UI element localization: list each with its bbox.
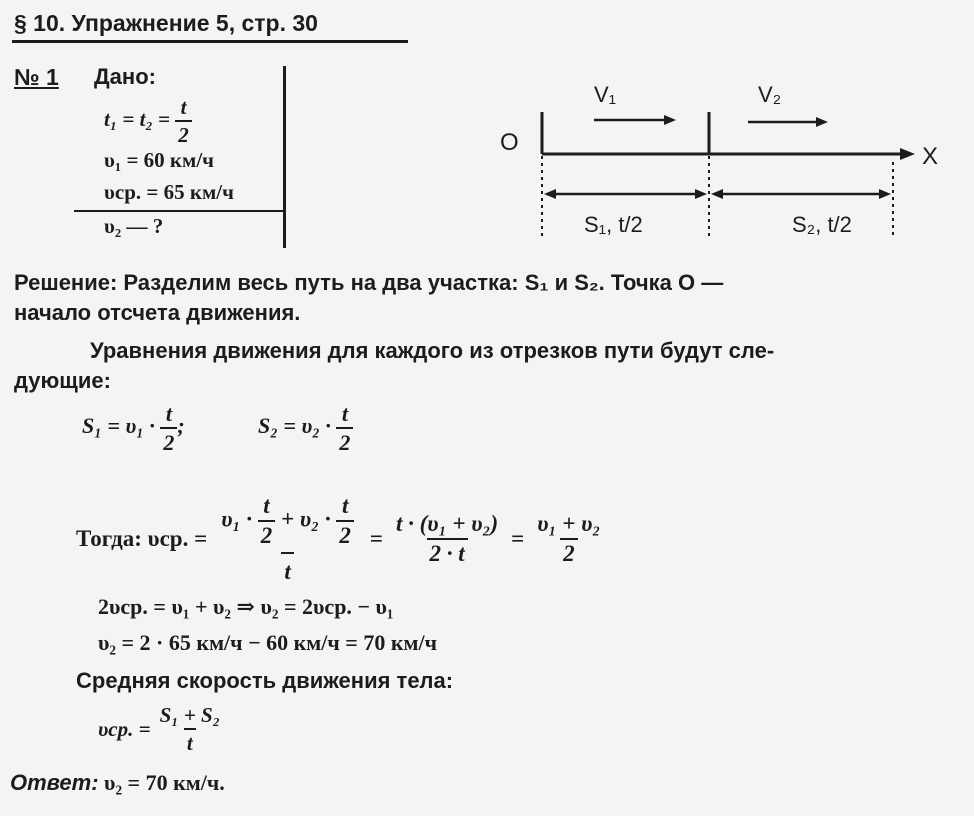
given-unknown: υ₂ — ? (104, 214, 164, 238)
segment1-arrow-left (544, 189, 556, 199)
avg-speed-label: Средняя скорость движения тела: (76, 668, 454, 693)
solution-line-4: дующие: (14, 368, 111, 393)
origin-label: O (500, 129, 519, 156)
equation-s2: S₂ = υ₂ · $\frac{t}{2}$ (258, 402, 353, 454)
motion-diagram (490, 72, 960, 247)
given-vertical-rule (283, 66, 286, 248)
segment2-arrow-right (879, 189, 891, 199)
given-v1: υ₁ = 60 км/ч (104, 148, 214, 172)
given-divider (74, 210, 284, 212)
avg-speed-formula: υср. = $\frac{\text{S₁ + S₂}}{t}$ (98, 703, 221, 756)
answer: Ответ: υ₂ = 70 км/ч. (10, 770, 225, 795)
segment2-arrow-left (711, 189, 723, 199)
given-time-equation: t₁ = t₂ = $\frac{t}{2}$ (104, 96, 192, 146)
calc-v2: υ₂ = 2 · 65 км/ч − 60 км/ч = 70 км/ч (98, 630, 438, 655)
problem-number: № 1 (14, 64, 59, 90)
average-speed-derivation: Тогда: υср. = υ₁ · $\frac{t}{2}$ + υ₂ · $\frac{t}{2}$ t = $\frac{\text{t · (υ₁ + υ₂)}}{2 \cdot t}$ = $\frac{\text{υ₁ + υ₂}}{2}$ (76, 494, 603, 584)
v2-label: V₂ (758, 82, 782, 107)
v1-arrowhead (664, 115, 676, 125)
x-axis-arrowhead (900, 148, 915, 160)
solution-line-1: Решение: Разделим весь путь на два участка: S₁ и S₂. Точка O — (14, 270, 724, 295)
segment1-label: S₁, t/2 (584, 212, 643, 237)
given-vavg: υср. = 65 км/ч (104, 180, 234, 204)
segment2-label: S₂, t/2 (792, 212, 852, 237)
axis-label: X (922, 143, 939, 170)
page-title: § 10. Упражнение 5, стр. 30 (14, 10, 318, 36)
given-label: Дано: (94, 64, 156, 89)
solution-line-3: Уравнения движения для каждого из отрезков пути будут сле- (90, 338, 775, 363)
segment1-arrow-right (695, 189, 707, 199)
fraction-main: υ₁ · $\frac{t}{2}$ + υ₂ · $\frac{t}{2}$ t (215, 494, 360, 584)
fraction-result: $\frac{\text{υ₁ + υ₂}}{2}$ (537, 511, 601, 567)
fraction-middle: $\frac{\text{t · (υ₁ + υ₂)}}{2 \cdot t}$ (396, 511, 499, 567)
v1-label: V₁ (594, 82, 617, 107)
equation-s1: S₁ = υ₁ · $\frac{t}{2}$ ; (82, 401, 185, 456)
title-underline (12, 40, 408, 43)
solution-line-2: начало отсчета движения. (14, 300, 301, 325)
derive-v2: 2υср. = υ₁ + υ₂ ⇒ υ₂ = 2υср. − υ₁ (98, 594, 394, 619)
v2-arrowhead (816, 117, 828, 127)
